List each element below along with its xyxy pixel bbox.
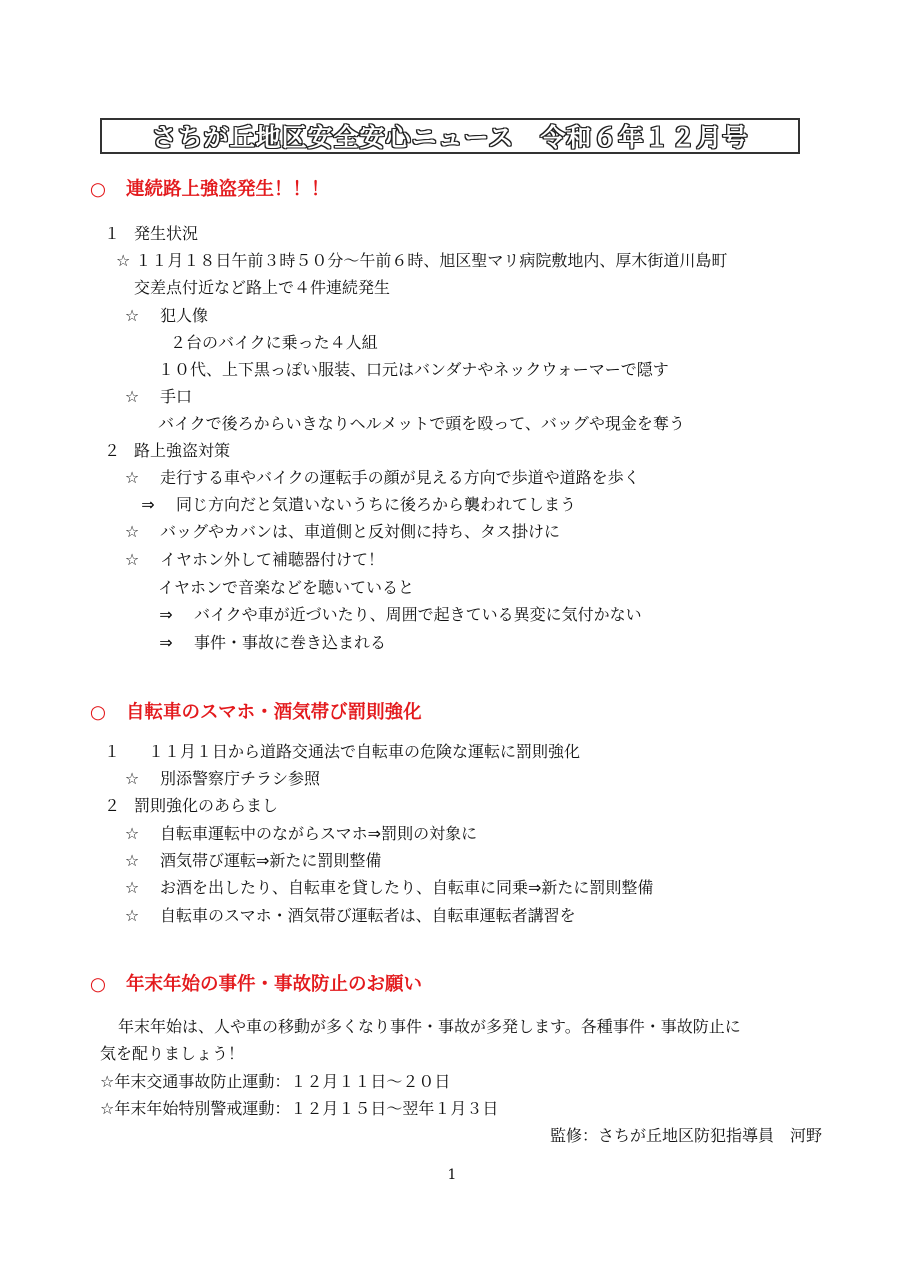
newsletter-title-box [100,118,800,154]
section2-item2 [104,795,278,817]
item1-text: １１月１日から道路交通法で自転車の危険な運転に罰則強化 [148,742,581,761]
section1-heading-text: 連続路上強盗発生！！！ [126,179,330,200]
supervisor-credit: 監修：さちが丘地区防犯指導員 河野 [549,1126,822,1145]
penalty-bullet [118,823,477,845]
penalty-bullet [118,850,381,872]
occurrence-line2: 交差点付近など路上で４件連続発生 [134,278,391,297]
sub2-number: ２ [104,441,121,460]
criminal-heading [118,305,208,327]
criminal-line2: １０代、上下黒っぽい服装、口元はバンダナやネックウォーマーで隠す [158,360,669,379]
penalty-bullet-text: お酒を出したり、自転車を貸したり、自転車に同乗⇒新たに罰則整備 [160,878,654,897]
section1-heading [84,179,330,201]
penalty-bullet-text: 自転車運転中のながらスマホ⇒罰則の対象に [160,824,478,843]
section1-sub2 [104,440,230,462]
measure3-line2: イヤホンで音楽などを聴いていると [158,578,415,597]
star-icon: ☆ [124,769,140,788]
sub1-title: 発生状況 [134,224,199,243]
item1-note-text: 別添警察庁チラシ参照 [160,769,321,788]
section1-sub1 [104,223,198,245]
section2-item1-note [118,768,320,790]
star-icon: ☆ [124,824,140,843]
star-icon: ☆ [124,306,140,325]
circle-icon: ○ [89,702,107,723]
section3-paragraph-line2: 気を配りましょう！ [100,1044,245,1063]
arrow-icon: ⇒ [159,633,173,652]
measure1-text: 走行する車やバイクの運転手の顔が見える方向で歩道や道路を歩く [160,468,640,487]
measure1-note-text: 同じ方向だと気遣いないうちに後ろから襲われてしまう [176,495,577,514]
circle-icon: ○ [89,179,107,200]
star-icon: ☆ [124,878,140,897]
measure2-text: バッグやカバンは、車道側と反対側に持ち、タス掛けに [160,522,561,541]
method-heading [118,386,192,408]
section3-paragraph-line1: 年末年始は、人や車の移動が多くなり事件・事故が多発します。各種事件・事故防止に [118,1017,741,1036]
measure3-note1-text: バイクや車が近づいたり、周囲で起きている異変に気付かない [194,605,642,624]
section3-heading [84,974,422,996]
criminal-title: 犯人像 [160,306,209,325]
section2-heading-text: 自転車のスマホ・酒気帯び罰則強化 [126,702,422,723]
measure3-note2-text: 事件・事故に巻き込まれる [194,633,387,652]
measure3-note2 [152,632,386,654]
section2-item1 [104,741,580,763]
item2-text: 罰則強化のあらまし [134,796,279,815]
star-icon: ☆ [124,387,140,406]
item1-number: １ [104,742,121,761]
section2-heading [84,702,422,724]
penalty-bullet [118,905,576,927]
star-icon: ☆ [124,522,140,541]
arrow-icon: ⇒ [141,495,155,514]
sub1-number: １ [104,224,121,243]
circle-icon: ○ [89,974,107,995]
measure1 [118,467,640,489]
measure3-text: イヤホン外して補聴器付けて！ [160,550,385,569]
method-line: バイクで後ろからいきなりヘルメットで頭を殴って、バッグや現金を奪う [158,414,685,433]
page-number: 1 [447,1167,457,1183]
star-icon: ☆ [124,906,140,925]
criminal-line1: ２台のバイクに乗った４人組 [170,333,378,352]
newsletter-title: さちが丘地区安全安心ニュース 令和６年１２月号 [151,123,749,152]
penalty-bullet-text: 酒気帯び運転⇒新たに罰則整備 [160,851,382,870]
method-title: 手口 [160,387,193,406]
arrow-icon: ⇒ [159,605,173,624]
campaign-security: ☆年末年始特別警戒運動：１２月１５日～翌年１月３日 [100,1099,499,1118]
occurrence-line1: ☆ １１月１８日午前３時５０分～午前６時、旭区聖マリ病院敷地内、厚木街道川島町 [116,251,728,270]
star-icon: ☆ [124,468,140,487]
item2-number: ２ [104,796,121,815]
section3-heading-text: 年末年始の事件・事故防止のお願い [126,974,423,995]
measure1-note [134,494,576,516]
star-icon: ☆ [124,550,140,569]
measure3 [118,549,384,571]
measure3-note1 [152,604,642,626]
penalty-bullet-text: 自転車のスマホ・酒気帯び運転者は、自転車運転者講習を [160,906,576,925]
measure2 [118,521,560,543]
penalty-bullet [118,877,653,899]
campaign-traffic: ☆年末交通事故防止運動：１２月１１日～２０日 [100,1072,451,1091]
star-icon: ☆ [124,851,140,870]
sub2-title: 路上強盗対策 [134,441,231,460]
